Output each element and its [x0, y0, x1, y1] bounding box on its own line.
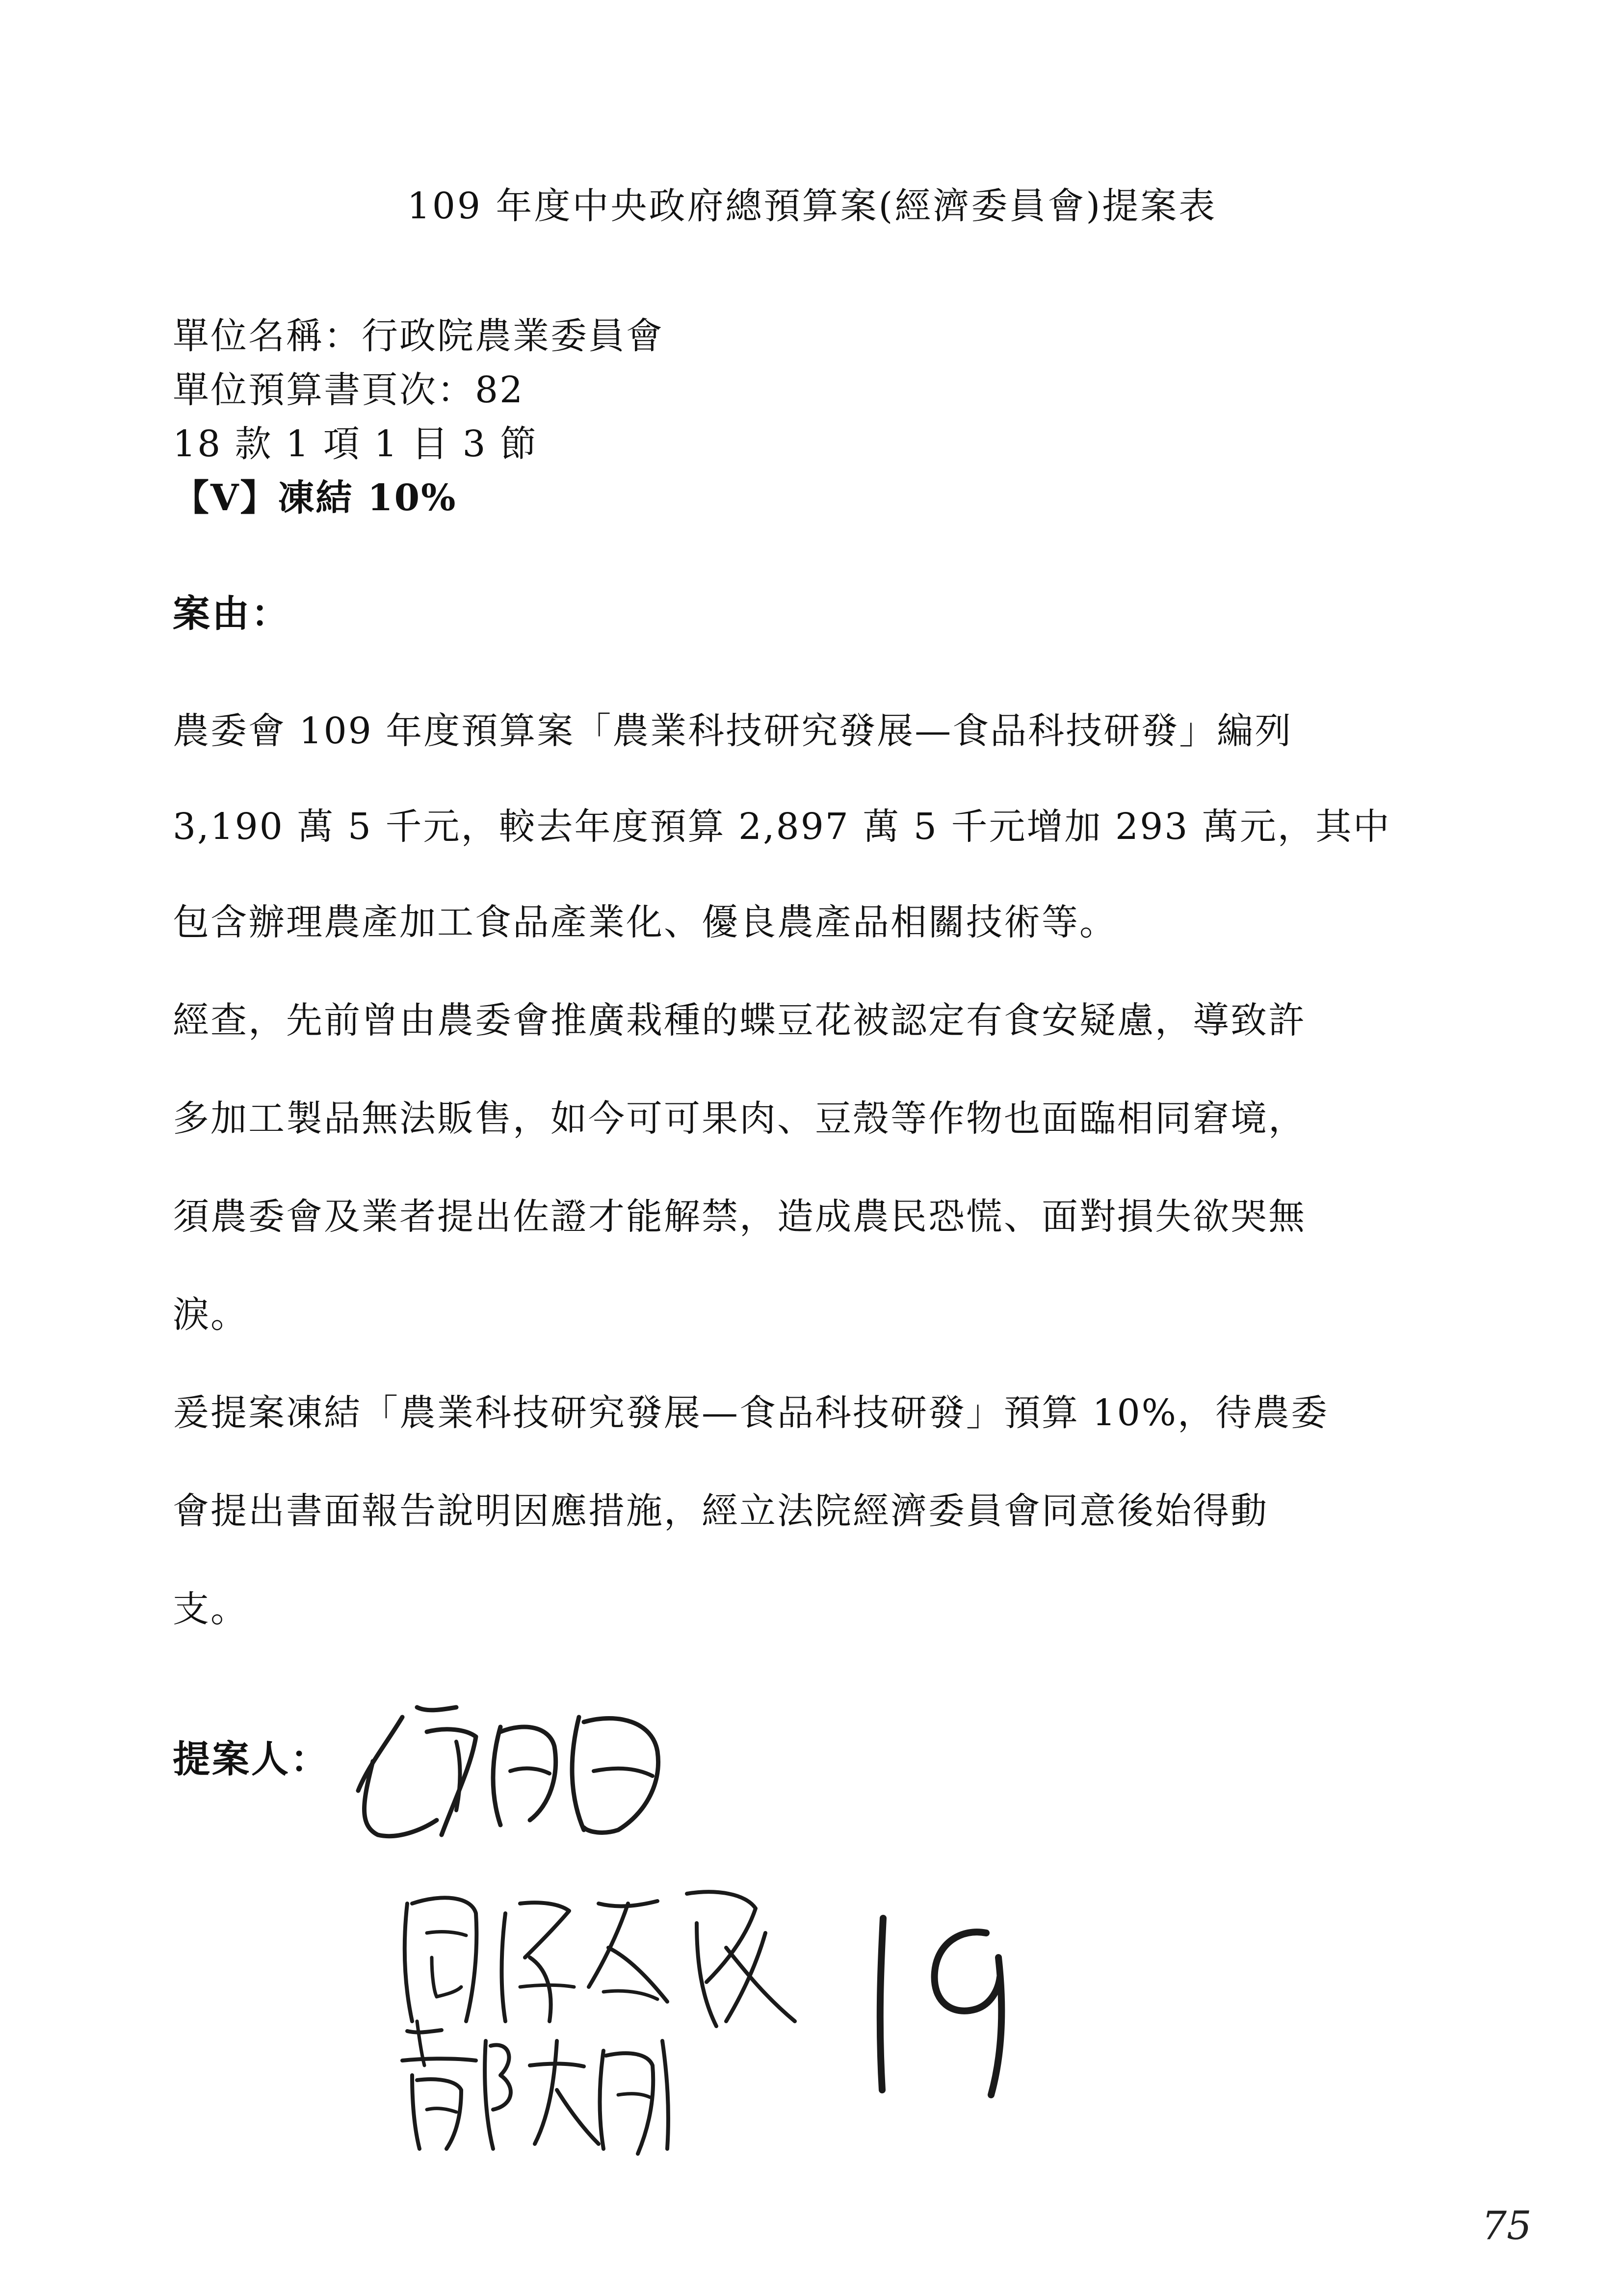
section-reference: 18 款 1 項 1 目 3 節	[173, 423, 538, 465]
proposer-label: 提案人：	[173, 1737, 330, 1781]
reason-label: 案由：	[173, 592, 290, 635]
signature-1	[343, 1688, 687, 1850]
paragraph-line: 包含辦理農產加工食品產業化、優良農產品相關技術等。	[173, 901, 1117, 943]
paragraph-line: 爰提案凍結「農業科技研究發展—食品科技研發」預算 10%，待農委	[173, 1392, 1329, 1434]
unit-name: 單位名稱：行政院農業委員會	[173, 315, 664, 357]
paragraph-line: 經查，先前曾由農委會推廣栽種的蝶豆花被認定有食安疑慮，導致許	[173, 999, 1306, 1042]
paragraph-line: 淚。	[173, 1294, 248, 1336]
handwritten-number	[864, 1904, 1030, 2110]
paragraph-line: 農委會 109 年度預算案「農業科技研究發展—食品科技研發」編列	[173, 710, 1293, 752]
paragraph-line: 3,190 萬 5 千元，較去年度預算 2,897 萬 5 千元增加 293 萬元，其中	[173, 806, 1391, 848]
freeze-action: 【V】凍結 10%	[173, 477, 457, 519]
paragraph-line: 須農委會及業者提出佐證才能解禁，造成農民恐慌、面對損失欲哭無	[173, 1196, 1306, 1238]
paragraph-line: 多加工製品無法販售，如今可可果肉、豆殼等作物也面臨相同窘境，	[173, 1097, 1306, 1140]
document-title: 109 年度中央政府總預算案(經濟委員會)提案表	[407, 185, 1217, 227]
budget-page: 單位預算書頁次：82	[173, 369, 524, 411]
document-meta	[173, 309, 664, 525]
paragraph-line: 支。	[173, 1588, 248, 1630]
signature-3	[388, 2011, 692, 2159]
paragraph-line: 會提出書面報告說明因應措施，經立法院經濟委員會同意後始得動	[173, 1490, 1268, 1532]
page-number: 75	[1482, 2203, 1532, 2248]
